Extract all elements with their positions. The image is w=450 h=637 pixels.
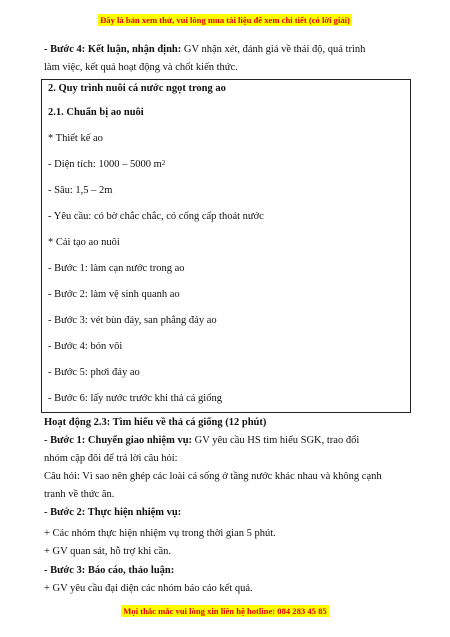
renovate-step-3: - Bước 3: vét bùn đáy, san phẳng đáy ao bbox=[48, 315, 217, 326]
step3-label: - Bước 3: Báo cáo, thảo luận: bbox=[44, 565, 175, 576]
step2-item-2: + GV quan sát, hỗ trợ khi cần. bbox=[44, 546, 172, 557]
step1-text: GV yêu cầu HS tìm hiểu SGK, trao đổi bbox=[192, 435, 360, 446]
renovate-step-5: - Bước 5: phơi đáy ao bbox=[48, 367, 140, 378]
step2-label: - Bước 2: Thực hiện nhiệm vụ: bbox=[44, 507, 182, 518]
preview-banner-text: Đây là bản xem thử, vui lòng mua tài liệu để xem chi tiết (có lời giải) bbox=[100, 15, 350, 25]
box-subtitle: 2.1. Chuẩn bị ao nuôi bbox=[48, 107, 144, 118]
step4-text-cont: làm việc, kết quả hoạt động và chốt kiến thức. bbox=[44, 62, 238, 73]
step4-text: GV nhận xét, đánh giá về thái độ, quá trình bbox=[181, 44, 366, 55]
step4-label: - Bước 4: Kết luận, nhận định: bbox=[44, 44, 182, 55]
question-line-1: Câu hỏi: Vì sao nên ghép các loài cá sống ở tầng nước khác nhau và không cạnh bbox=[44, 471, 382, 482]
renovate-step-2: - Bước 2: làm vệ sinh quanh ao bbox=[48, 289, 180, 300]
design-heading: * Thiết kế ao bbox=[48, 133, 103, 144]
step4-line bbox=[44, 43, 412, 57]
area-text: - Diện tích: 1000 – 5000 m bbox=[48, 159, 162, 170]
renovate-heading: * Cải tạo ao nuôi bbox=[48, 237, 120, 248]
activity-title: Hoạt động 2.3: Tìm hiểu về thả cá giống (12 phút) bbox=[44, 417, 267, 428]
renovate-step-1: - Bước 1: làm cạn nước trong ao bbox=[48, 263, 185, 274]
hotline-banner-text: Mọi thắc mắc vui lòng xin liên hệ hotline: 084 283 45 85 bbox=[123, 606, 327, 616]
box-title: 2. Quy trình nuôi cá nước ngọt trong ao bbox=[48, 83, 226, 94]
activity-step1 bbox=[44, 434, 412, 448]
step1-label: - Bước 1: Chuyển giao nhiệm vụ: bbox=[44, 435, 193, 446]
area-line bbox=[48, 158, 165, 172]
hotline-banner bbox=[0, 605, 450, 617]
question-line-2: tranh về thức ăn. bbox=[44, 489, 115, 500]
area-sup: 2 bbox=[161, 159, 166, 167]
preview-banner bbox=[0, 14, 450, 26]
step1-cont: nhóm cặp đôi để trả lời câu hỏi: bbox=[44, 453, 178, 464]
renovate-step-4: - Bước 4: bón vôi bbox=[48, 341, 123, 352]
content-box bbox=[41, 79, 411, 413]
depth-line: - Sâu: 1,5 – 2m bbox=[48, 185, 113, 196]
step3-item-1: + GV yêu cầu đại diện các nhóm báo cáo kết quả. bbox=[44, 583, 253, 594]
renovate-step-6: - Bước 6: lấy nước trước khi thả cá giống bbox=[48, 393, 222, 404]
requirement-line: - Yêu cầu: có bờ chắc chắc, có cống cấp thoát nước bbox=[48, 211, 264, 222]
step2-item-1: + Các nhóm thực hiện nhiệm vụ trong thời gian 5 phút. bbox=[44, 528, 276, 539]
